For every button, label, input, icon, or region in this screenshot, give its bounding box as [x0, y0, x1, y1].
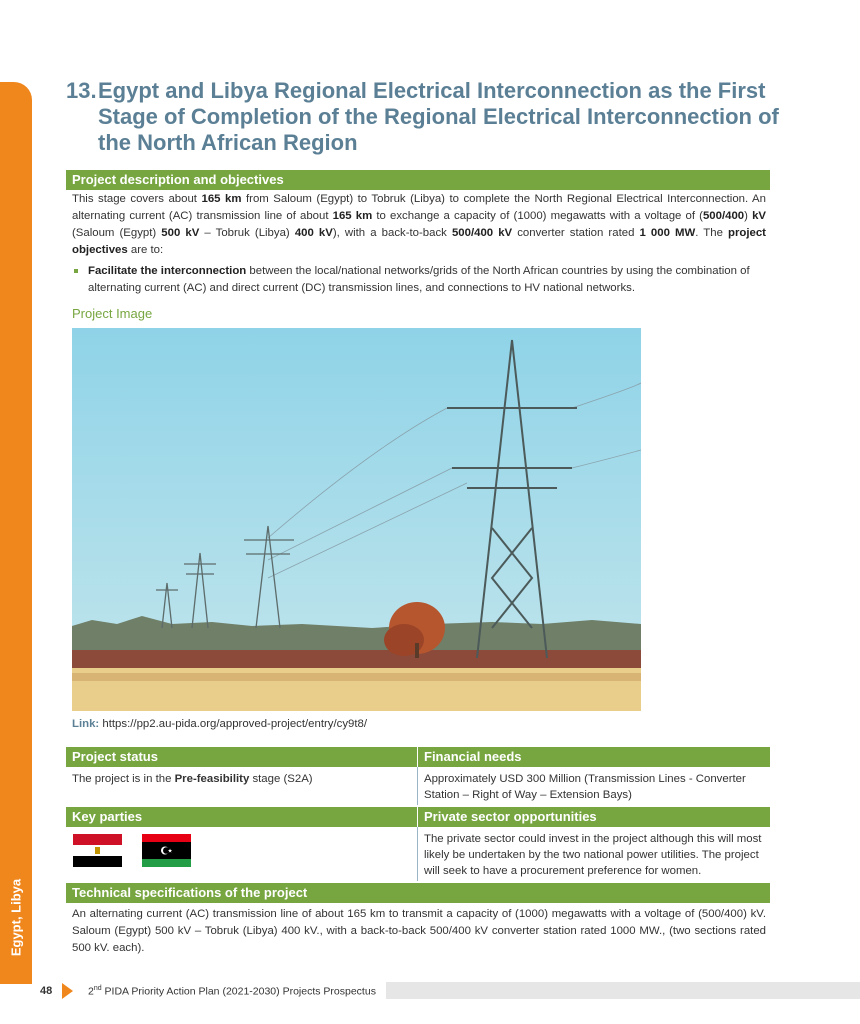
status-text: The project is in the Pre-feasibility stage (S2A): [72, 773, 313, 785]
egypt-flag-icon: [73, 834, 122, 867]
link-label: Link:: [72, 718, 100, 730]
image-title: Project Image: [72, 306, 153, 321]
footer-arrow-icon: [62, 983, 73, 999]
private-text: The private sector could invest in the project although this will most likely be undertaken by the two national power utilities. The project will seek to have a procurement preference for women.: [424, 833, 762, 877]
project-photo: [72, 328, 641, 711]
page-title: [66, 78, 786, 156]
financial-text: Approximately USD 300 Million (Transmission Lines - Converter Station – Right of Way – Extension Bays): [424, 773, 746, 801]
libya-flag-icon: [142, 834, 191, 867]
technical-text: An alternating current (AC) transmission line of about 165 km to transmit a capacity of (1000) megawatts with a voltage of (500/400) kV. Saloum (Egypt) 500 kV – Tobruk (Libya) 400 kV., with a back-to-back 500/400 kV converter station rated 1000 MW., (two sections rated 500 kV. each).: [72, 908, 766, 954]
side-tab: [0, 82, 32, 984]
bullet-bold: Facilitate the interconnection: [88, 265, 247, 277]
bullet-icon: [74, 269, 78, 273]
description-heading: Project description and objectives: [66, 170, 770, 190]
description-paragraph: This stage covers about 165 km from Saloum (Egypt) to Tobruk (Libya) to complete the North Regional Electrical Interconnection. An alternating current (AC) transmission line of about 165 km to exchange a capacity of (1000) megawatts with a voltage of (500/400) kV (Saloum (Egypt) 500 kV – Tobruk (Libya) 400 kV), with a back-to-back 500/400 kV converter station rated 1 000 MW. The project objectives are to:: [72, 193, 766, 256]
financial-heading: Financial needs: [418, 747, 770, 767]
footer-title: 2nd PIDA Priority Action Plan (2021-2030) Projects Prospectus: [88, 985, 376, 998]
page-number: 48: [40, 985, 53, 997]
link-url[interactable]: https://pp2.au-pida.org/approved-project/entry/cy9t8/: [102, 718, 368, 730]
private-heading: Private sector opportunities: [418, 807, 770, 827]
side-label-text: Egypt, Libya: [8, 878, 24, 957]
status-heading: Project status: [66, 747, 417, 767]
title-text: Egypt and Libya Regional Electrical Interconnection as the First Stage of Completion of the Regional Electrical Interconnection of the North African Region: [98, 78, 779, 155]
column-divider: [417, 767, 418, 805]
bullet-text: between the local/national networks/grids of the North African countries by using the combination of alternating current (AC) and direct current (DC) transmission lines, and connections to HV national networks.: [88, 265, 750, 294]
title-number: 13.: [66, 78, 97, 103]
column-divider: [417, 827, 418, 881]
technical-heading: Technical specifications of the project: [66, 883, 770, 903]
key-parties-heading: Key parties: [66, 807, 417, 827]
side-label: [5, 880, 27, 960]
footer-band: [386, 982, 860, 999]
objective-bullet: [74, 263, 766, 297]
project-link[interactable]: [72, 718, 367, 730]
